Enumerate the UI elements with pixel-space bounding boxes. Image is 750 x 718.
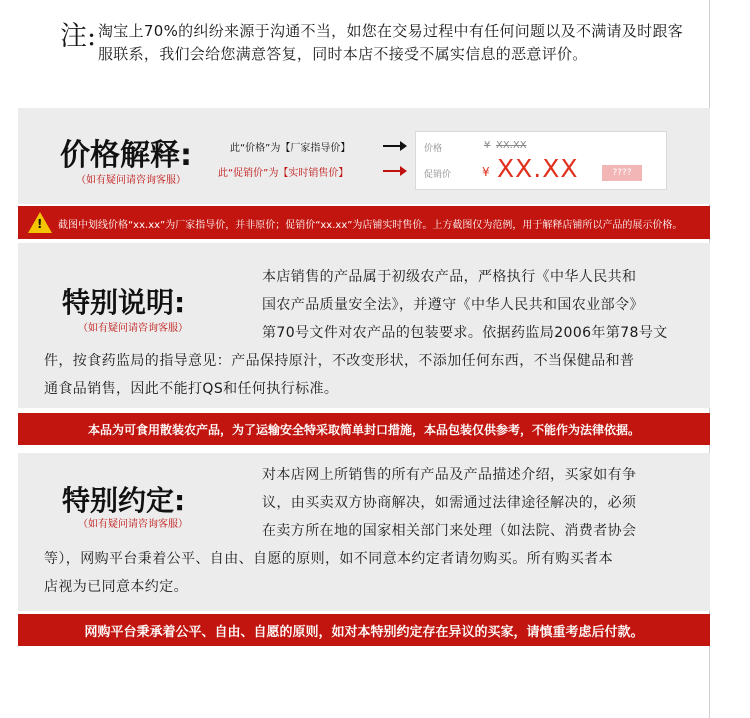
final-notice-text: 网购平台秉承着公平、自由、自愿的原则，如对本特别约定存在异议的买家，请慎重考虑后付款。 [84,624,644,640]
price-sample-box [415,131,667,190]
price-line-sale: 此“促销价”为【实时销售价】 [218,168,349,179]
special-heading: 特别说明: [62,286,186,319]
special-line-3: 第70号文件对农产品的包装要求。依据药监局2006年第78号文 [262,325,668,341]
warning-text: 截图中划线价格“xx.xx”为厂家指导价，并非原价；促销价“xx.xx”为店铺实时售价。上方截图仅为范例，用于解释店铺所以产品的展示价格。 [58,220,683,231]
agreement-line-4: 等），网购平台秉着公平、自由、自愿的原则，如不同意本约定者请勿购买。所有购买者本 [44,551,613,567]
price-heading: 价格解释: [60,138,192,173]
old-price-value: XX.XX [496,140,527,151]
note-text: 淘宝上70%的纠纷来源于沟通不当，如您在交易过程中有任何问题以及不满请及时跟客服联系，我们会给您满意答复，同时本店不接受不属实信息的恶意评价。 [98,22,684,63]
agreement-line-2: 议，由买卖双方协商解决，如需通过法律途径解决的，必须 [262,495,637,511]
special-line-5: 通食品销售，因此不能打QS和任何执行标准。 [44,381,339,397]
promo-label: 促销价 [424,170,452,180]
arrow-icon-red [383,170,405,172]
arrow-icon [383,145,405,147]
final-notice-bar [18,614,710,646]
agreement-line-3: 在卖方所在地的国家相关部门来处理（如法院、消费者协会 [262,523,637,539]
note-mark: 注: [60,21,97,52]
special-hint: （如有疑问请咨询客服） [78,323,188,334]
agreement-heading: 特别约定: [62,484,186,517]
price-line-guide: 此“价格”为【厂家指导价】 [230,143,351,154]
agreement-line-5: 店视为已同意本约定。 [44,579,188,595]
special-line-1: 本店销售的产品属于初级农产品，严格执行《中华人民共和 [262,269,637,285]
price-hint: （如有疑问请咨询客服） [76,175,186,186]
food-notice-text: 本品为可食用散装农产品，为了运输安全特采取简单封口措施，本品包装仅供参考，不能作为法律依据。 [87,422,640,437]
food-notice-bar [18,413,710,445]
promo-price-value: XX.XX [497,154,579,183]
agreement-hint: （如有疑问请咨询客服） [78,519,188,530]
price-label: 价格 [424,144,443,154]
special-line-4: 件，按食药监局的指导意见：产品保持原汁，不改变形状，不添加任何东西，不当保健品和普 [44,353,635,369]
promo-price-yen: ¥ [482,165,490,179]
special-line-2: 国农产品质量安全法》，并遵守《中华人民共和国农业部令》 [262,297,644,313]
old-price-yen: ¥ [484,140,491,151]
agreement-line-1: 对本店网上所销售的所有产品及产品描述介绍，买家如有争 [262,467,637,483]
price-warning-bar [18,206,710,239]
warning-icon-mark: ! [37,217,43,231]
promo-tag: ???? [602,165,642,181]
